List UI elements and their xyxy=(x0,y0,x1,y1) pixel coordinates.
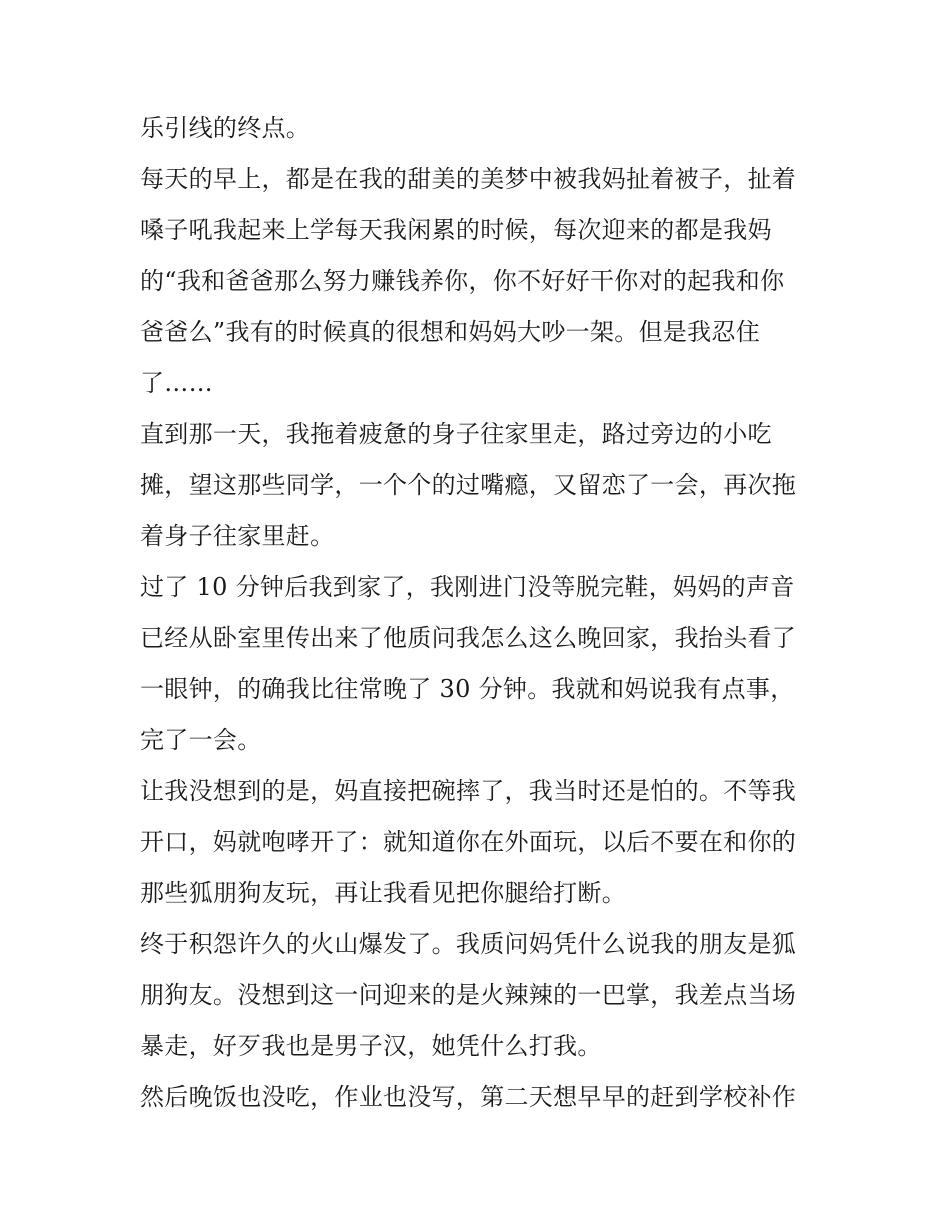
text-line: 爸爸么”我有的时候真的很想和妈妈大吵一架。但是我忍住 xyxy=(140,318,761,346)
text-line: 终于积怨许久的火山爆发了。我质问妈凭什么说我的朋友是狐 xyxy=(140,930,797,958)
text-line: 已经从卧室里传出来了他质问我怎么这么晚回家，我抬头看了 xyxy=(140,624,797,652)
text-line: 那些狐朋狗友玩，再让我看见把你腿给打断。 xyxy=(140,879,626,907)
text-line: 着身子往家里赶。 xyxy=(140,522,335,550)
text-line: 朋狗友。没想到这一问迎来的是火辣辣的一巴掌，我差点当场 xyxy=(140,981,797,1009)
body-text xyxy=(140,103,820,1123)
text-line: 让我没想到的是，妈直接把碗摔了，我当时还是怕的。不等我 xyxy=(140,777,797,805)
text-line: 直到那一天，我拖着疲惫的身子往家里走，路过旁边的小吃 xyxy=(140,420,772,448)
text-line: 一眼钟，的确我比往常晚了 30 分钟。我就和妈说我有点事， xyxy=(140,675,795,703)
text-line: 完了一会。 xyxy=(140,726,262,754)
text-line: 过了 10 分钟后我到家了，我刚进门没等脱完鞋，妈妈的声音 xyxy=(140,573,795,601)
text-line: 摊，望这那些同学，一个个的过嘴瘾，又留恋了一会，再次拖 xyxy=(140,471,797,499)
text-line: 的“我和爸爸那么努力赚钱养你，你不好好干你对的起我和你 xyxy=(140,267,785,295)
text-line: 乐引线的终点。 xyxy=(140,114,311,142)
text-line: 暴走，好歹我也是男子汉，她凭什么打我。 xyxy=(140,1032,602,1060)
text-line: 开口，妈就咆哮开了：就知道你在外面玩，以后不要在和你的 xyxy=(140,828,797,856)
text-line: 每天的早上，都是在我的甜美的美梦中被我妈扯着被子，扯着 xyxy=(140,165,797,193)
text-line: 嗓子吼我起来上学每天我闲累的时候，每次迎来的都是我妈 xyxy=(140,216,772,244)
text-line: 了…… xyxy=(140,369,213,397)
text-line: 然后晚饭也没吃，作业也没写，第二天想早早的赶到学校补作 xyxy=(140,1083,797,1111)
